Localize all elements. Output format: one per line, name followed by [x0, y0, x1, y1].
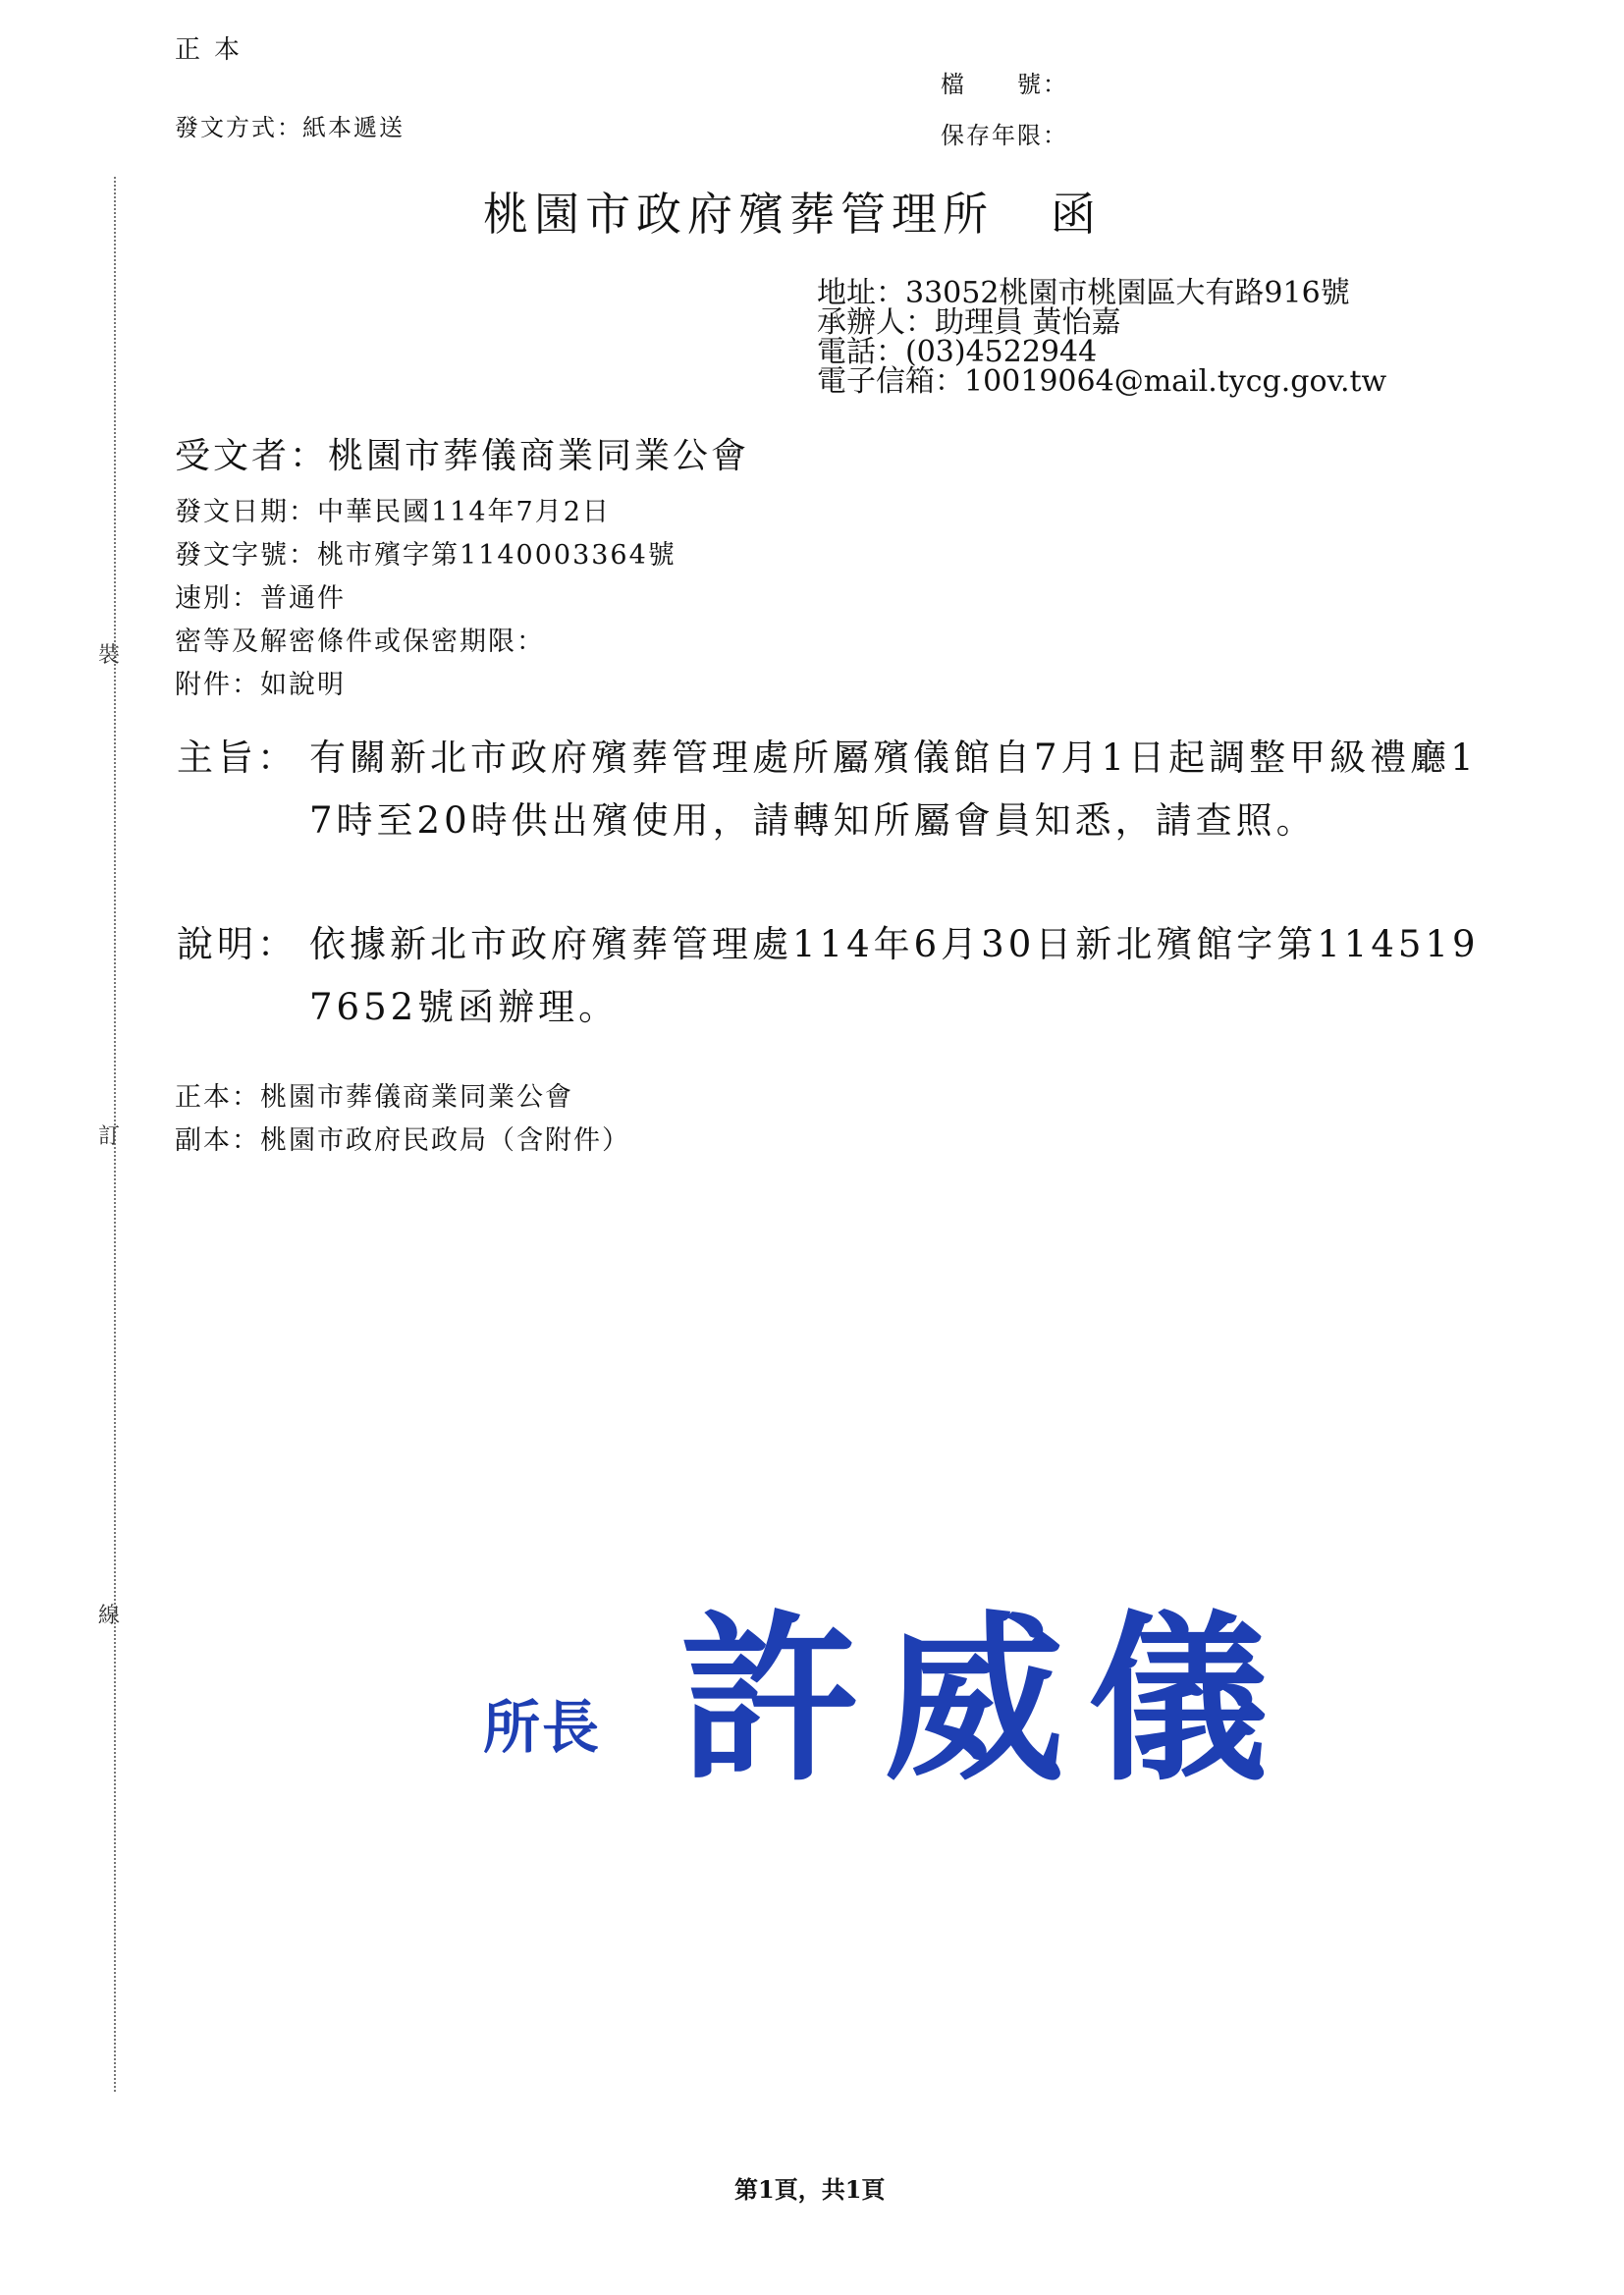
agency-name: 桃園市政府殯葬管理所 — [483, 188, 994, 241]
subject-text: 有關新北市政府殯葬管理處所屬殯儀館自7月1日起調整甲級禮廳17時至20時供出殯使用，請轉知所屬會員知悉，請查照。 — [309, 737, 1478, 842]
recipient: 受文者：桃園市葬儀商業同業公會 — [175, 436, 750, 476]
explanation-text: 依據新北市政府殯葬管理處114年6月30日新北殯館字第1145197652號函辦理。 — [309, 923, 1480, 1028]
stamp-title: 所長 — [483, 1694, 602, 1761]
urgency: 速別：普通件 — [175, 583, 346, 614]
binding-mark-xian: 線 — [98, 1604, 121, 1628]
binding-mark-zhuang: 裝 — [98, 643, 121, 668]
contact-phone: 電話：(03)4522944 — [817, 335, 1098, 369]
page-number: 第1頁，共1頁 — [734, 2175, 886, 2204]
subject-paragraph — [177, 727, 1492, 852]
copy-recipient: 副本：桃園市政府民政局（含附件） — [175, 1125, 630, 1156]
header-fields — [175, 491, 677, 707]
attachment: 附件：如說明 — [175, 670, 346, 700]
contact-handler: 承辦人：助理員 黃怡嘉 — [817, 305, 1121, 340]
original-recipient: 正本：桃園市葬儀商業同業公會 — [175, 1082, 573, 1113]
explanation-paragraph — [177, 913, 1492, 1039]
copy-type: 正本 — [175, 35, 254, 65]
document-title — [483, 179, 1102, 244]
issue-date: 發文日期：中華民國114年7月2日 — [175, 497, 611, 527]
retention-label: 保存年限： — [941, 122, 1068, 149]
document-number: 發文字號：桃市殯字第1140003364號 — [175, 540, 677, 571]
contact-email: 電子信箱：10019064@mail.tycg.gov.tw — [817, 364, 1387, 399]
contact-address: 地址：33052桃園市桃園區大有路916號 — [817, 276, 1350, 310]
binding-mark-ding: 訂 — [98, 1124, 121, 1149]
subject-label: 主旨： — [177, 737, 298, 779]
send-method: 發文方式：紙本遞送 — [175, 114, 405, 141]
document-kind: 函 — [1051, 188, 1102, 241]
contact-block — [817, 276, 1387, 399]
file-number-label: 檔 號： — [941, 71, 1068, 98]
classification: 密等及解密條件或保密期限： — [175, 627, 545, 657]
signature-stamp: 許威儀 — [679, 1596, 1293, 1806]
explanation-label: 說明： — [177, 923, 298, 965]
distribution — [175, 1076, 630, 1163]
